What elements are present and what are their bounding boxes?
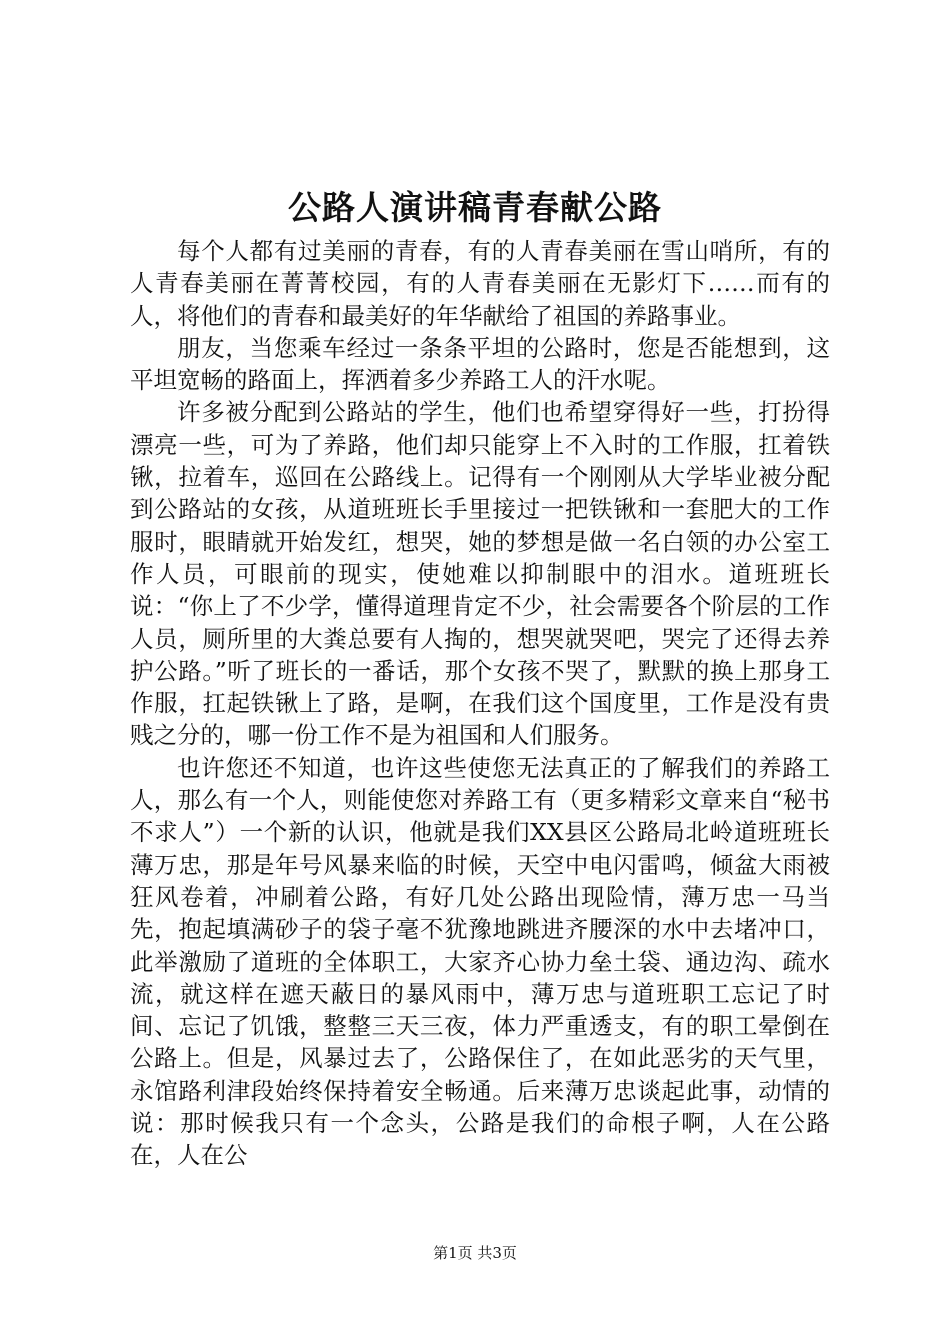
paragraph-1: 每个人都有过美丽的青春，有的人青春美丽在雪山哨所，有的人青春美丽在菁菁校园，有的人青春美丽在无影灯下……而有的人，将他们的青春和最美好的年华献给了祖国的养路事业。 xyxy=(130,237,830,330)
paragraph-3: 许多被分配到公路站的学生，他们也希望穿得好一些，打扮得漂亮一些，可为了养路，他们却只能穿上不入时的工作服，扛着铁锹，拉着车，巡回在公路线上。记得有一个刚刚从大学毕业被分配到公路站的女孩，从道班班长手里接过一把铁锹和一套肥大的工作服时，眼睛就开始发红，想哭，她的梦想是做一名白领的办公室工作人员，可眼前的现实，使她难以抑制眼中的泪水。道班班长说：“你上了不少学，懂得道理肯定不少，社会需要各个阶层的工作人员，厕所里的大粪总要有人掏的，想哭就哭吧，哭完了还得去养护公路。”听了班长的一番话，那个女孩不哭了，默默的换上那身工作服，扛起铁锹上了路，是啊，在我们这个国度里，工作是没有贵贱之分的，哪一份工作不是为祖国和人们服务。 xyxy=(130,398,830,750)
paragraph-2: 朋友，当您乘车经过一条条平坦的公路时，您是否能想到，这平坦宽畅的路面上，挥洒着多少养路工人的汗水呢。 xyxy=(130,333,830,395)
document-title: 公路人演讲稿青春献公路 xyxy=(288,188,662,227)
paragraph-4: 也许您还不知道，也许这些使您无法真正的了解我们的养路工人，那么有一个人，则能使您对养路工有（更多精彩文章来自“秘书不求人”）一个新的认识，他就是我们XX县区公路局北岭道班班长薄万忠，那是年号风暴来临的时候，天空中电闪雷鸣，倾盆大雨被狂风卷着，冲刷着公路，有好几处公路出现险情，薄万忠一马当先，抱起填满砂子的袋子毫不犹豫地跳进齐腰深的水中去堵冲口，此举激励了道班的全体职工，大家齐心协力垒土袋、通边沟、疏水流，就这样在遮天蔽日的暴风雨中，薄万忠与道班职工忘记了时间、忘记了饥饿，整整三天三夜，体力严重透支，有的职工晕倒在公路上。但是，风暴过去了，公路保住了，在如此恶劣的天气里，永馆路利津段始终保持着安全畅通。后来薄万忠谈起此事，动情的说：那时候我只有一个念头，公路是我们的命根子啊，人在公路在，人在公 xyxy=(130,753,830,1170)
document-body xyxy=(130,235,830,1172)
page-footer: 第1页 共3页 xyxy=(433,1244,517,1262)
